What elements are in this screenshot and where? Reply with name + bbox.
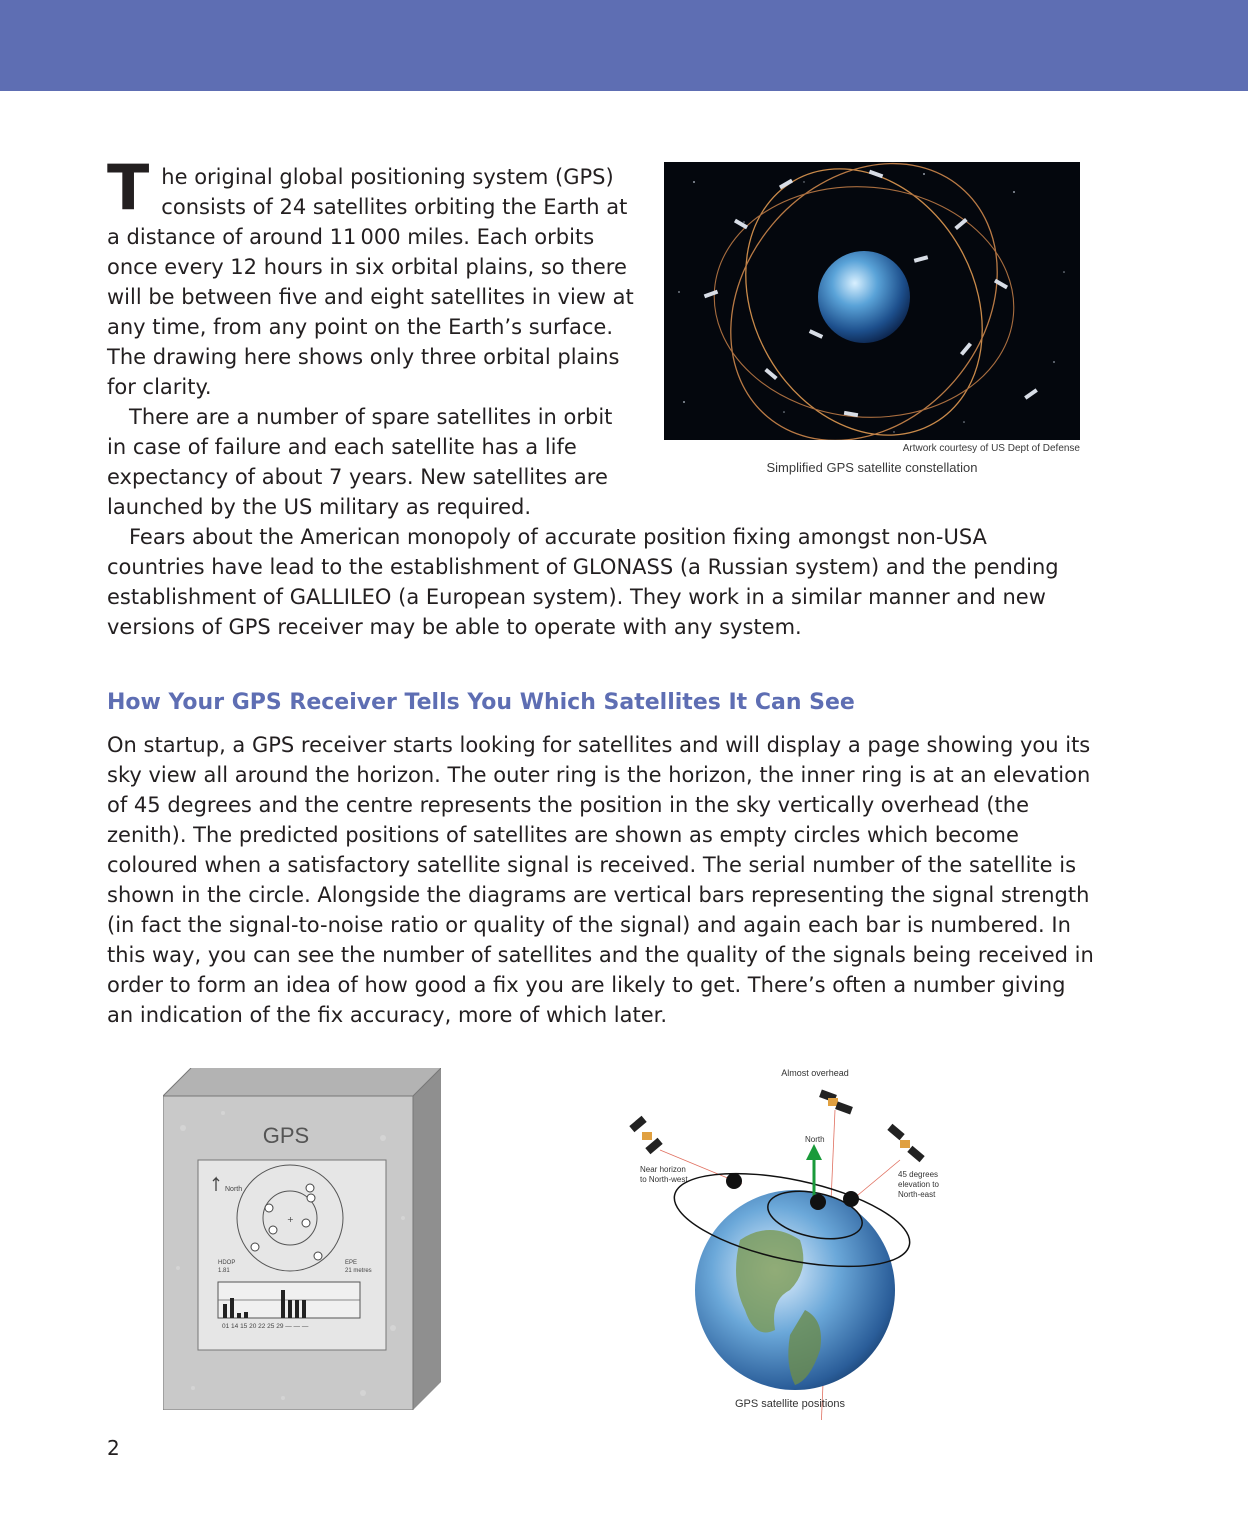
gps-north-label: North <box>225 1186 243 1193</box>
section-paragraph: On startup, a GPS receiver starts looking for satellites and will display a page showing you its sky view all around the horizon. The outer ring is the horizon, the inner ring is at an elevation of 45 degrees and the centre represents the position in the sky vertically overhead (the zenith). The predicted positions of satellites are shown as empty circles which become coloured when a satisfactory satellite signal is received. The serial number of the satellite is shown in the circle. Alongside the diagrams are vertical bars representing the signal strength (in fact the signal-to-noise ratio or quality of the signal) and again each bar is numbered. In this way, you can see the number of satellites and the quality of the signals being received in order to form an idea of how good a fix you are likely to get. There’s often a number giving an indication of the fix accuracy, more of which later. <box>107 733 1094 1027</box>
satellite-northwest-icon <box>629 1116 662 1154</box>
label-northeast-line3: North-east <box>898 1190 936 1199</box>
label-northwest-line2: to North-west <box>640 1175 688 1184</box>
figure-caption: Simplified GPS satellite constellation <box>766 460 978 475</box>
svg-text:+: + <box>287 1215 294 1224</box>
north-arrow-icon <box>806 1144 822 1160</box>
constellation-figure <box>664 162 1082 482</box>
satellite-positions-figure <box>620 1060 960 1420</box>
drop-cap: T <box>107 151 150 224</box>
label-northwest-line1: Near horizon <box>640 1165 686 1174</box>
label-almost-overhead: Almost overhead <box>781 1068 849 1078</box>
gps-receiver-figure <box>163 1068 441 1410</box>
page-number: 2 <box>107 1436 120 1460</box>
satellite-overhead-icon <box>819 1090 853 1115</box>
gps-device-title: GPS <box>262 1123 310 1148</box>
figure-credit: Artwork courtesy of US Dept of Defense <box>902 443 1080 454</box>
signal-bar-labels: 01 14 15 20 22 25 29 — — — <box>222 1323 309 1330</box>
label-northeast-line1: 45 degrees <box>898 1170 939 1179</box>
intro-paragraph-3: Fears about the American monopoly of accurate position fixing amongst non-USA countries have lead to the establishment of GLONASS (a Russian system) and the pending establishment of GALLILEO (a European system). They work in a similar manner and new versions of GPS receiver may be able to operate with any system. <box>107 525 1059 639</box>
satellite-northeast-icon <box>887 1124 924 1162</box>
epe-label: EPE <box>345 1260 358 1266</box>
hdop-label: HDOP <box>218 1260 236 1266</box>
label-north: North <box>805 1135 825 1144</box>
intro-section <box>107 151 1082 642</box>
hdop-value: 1.81 <box>218 1268 230 1274</box>
intro-paragraph-1-text: he original global positioning system (GPS) consists of 24 satellites orbiting the Earth at a distance of around 11 000 miles. Each orbits once every 12 hours in six orbital plains, so there will be between five and eight satellites in view at any time, from any point on the Earth’s surface. The drawing here shows only three orbital plains for clarity. <box>107 165 634 399</box>
positions-caption: GPS satellite positions <box>734 1398 846 1410</box>
intro-paragraph-2: There are a number of spare satellites in orbit in case of failure and each satellite has a life expectancy of about 7 years. New satellites are launched by the US military as required. <box>107 405 613 519</box>
epe-value: 21 metres <box>345 1268 372 1274</box>
constellation-illustration <box>664 162 1080 440</box>
satellite-positions-illustration <box>620 1060 960 1420</box>
constellation-photo <box>664 162 1080 440</box>
label-northeast-line2: elevation to <box>898 1180 939 1189</box>
gps-receiver-illustration <box>163 1068 441 1410</box>
section-heading: How Your GPS Receiver Tells You Which Satellites It Can See <box>107 690 855 715</box>
header-band <box>0 0 1248 91</box>
